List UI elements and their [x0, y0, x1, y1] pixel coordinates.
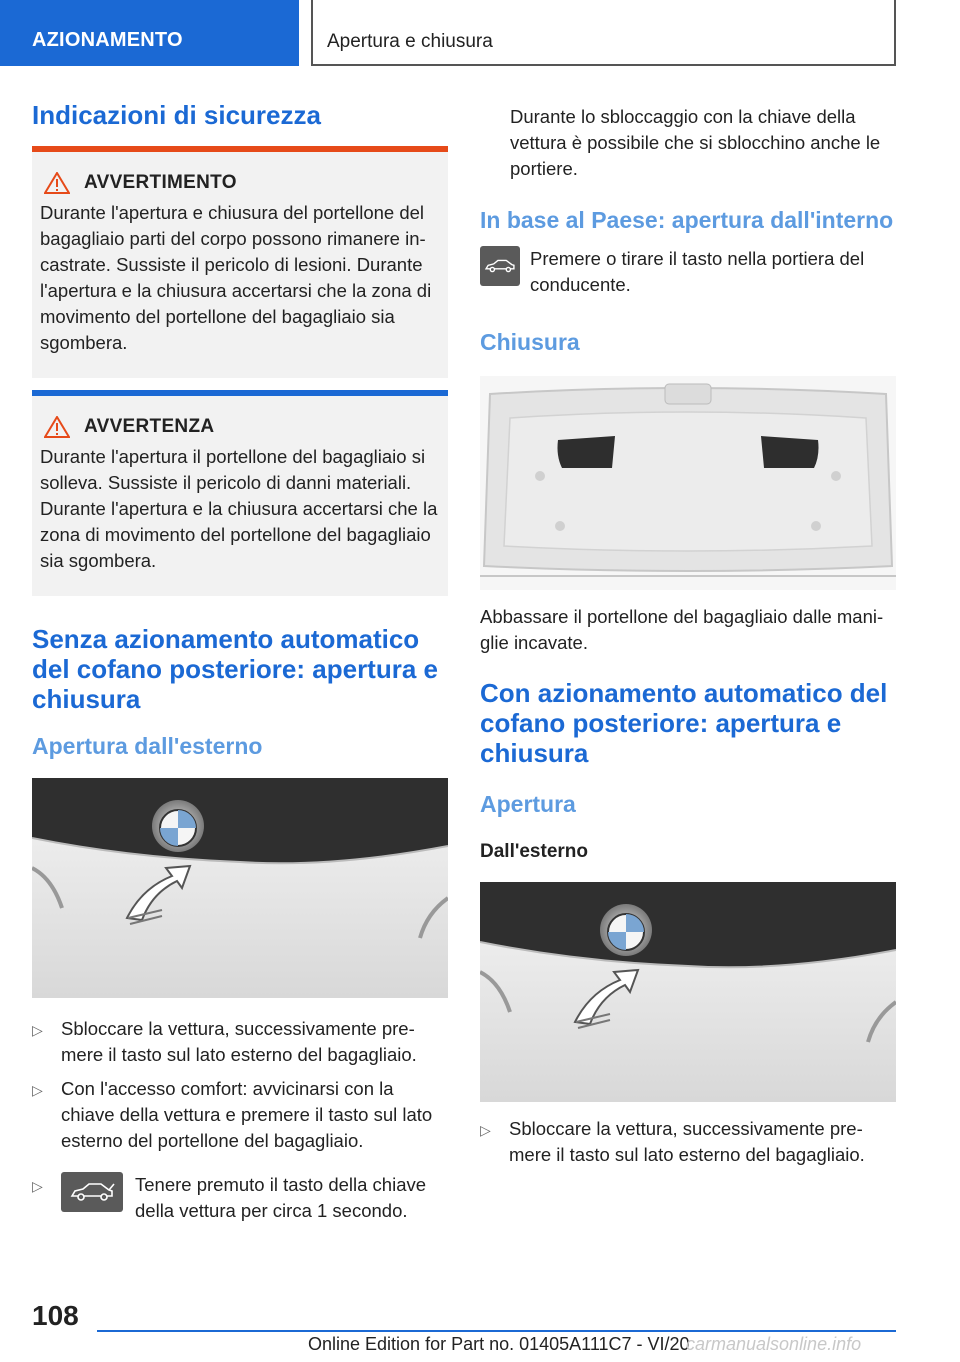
opening-heading: Apertura — [480, 791, 576, 817]
from-outside-subheading: Dall'esterno — [480, 841, 588, 862]
bullet-triangle-icon: ▷ — [32, 1022, 43, 1038]
automatic-operation-heading: Con azionamento automatico del cofano posteriore: apertura e chiusura — [480, 678, 888, 768]
warning-triangle-icon — [44, 416, 70, 438]
closing-text: Abbassare il portellone del bagagliaio dalle maniglie incavate. — [480, 606, 884, 653]
warning-triangle-icon — [44, 172, 70, 194]
list-item: ▷ Sbloccare la vettura, successivamente premere il tasto sul lato esterno del bagagliaio. — [480, 1116, 896, 1168]
warning-box-danger — [32, 146, 448, 378]
chapter-title: Apertura e chiusura — [311, 0, 896, 66]
page-number: 108 — [32, 1300, 79, 1331]
safety-heading: Indicazioni di sicurezza — [32, 100, 321, 130]
footer-divider — [97, 1330, 896, 1332]
trunk-button-photo — [32, 778, 448, 998]
bullet-triangle-icon: ▷ — [32, 1178, 43, 1194]
unlock-note: Durante lo sbloccaggio con la chiave della vettura è possibile che si sblocchino anche le portiere. — [510, 106, 881, 179]
left-column — [32, 100, 448, 1224]
list-item: ▷ Con l'accesso comfort: avvicinarsi con la chiave della vettura e premere il tasto sul lato esterno del portellone del bagagliaio. — [32, 1076, 448, 1154]
opening-outside-heading: Apertura dall'esterno — [32, 733, 263, 759]
warning-text: Durante l'apertura e chiusura del portellone del bagagliaio parti del corpo possono rimanere incastrate. Sussiste il pericolo di lesioni. Durante l'apertura e la chiusura accertarsi che la zona di movimento del portellone del bagagliaio sia sgombera. — [40, 202, 432, 353]
warning-box-notice — [32, 390, 448, 596]
notice-title: AVVERTENZA — [84, 416, 215, 437]
trunk-lid-photo — [480, 376, 896, 590]
page-header — [0, 0, 960, 66]
watermark: carmanualsonline.info — [686, 1334, 862, 1354]
section-tab: AZIONAMENTO — [0, 0, 299, 66]
notice-text: Durante l'apertura il portellone del bagagliaio si solleva. Sussiste il pericolo di danni materiali. Durante l'apertura e la chiusura accertarsi che la zona di movimento del portellone del bagagliaio sia sgombera. — [40, 446, 438, 571]
list-item: ▷ Tenere premuto il tasto della chiave della vettura per circa 1 secondo. — [32, 1172, 448, 1224]
closing-heading: Chiusura — [480, 329, 580, 355]
trunk-button-photo — [480, 882, 896, 1102]
car-trunk-icon — [61, 1172, 123, 1212]
edition-note: Online Edition for Part no. 01405A111C7 - VI/20 — [308, 1334, 690, 1354]
opening-inside-heading: In base al Paese: apertura dall'interno — [480, 207, 894, 233]
manual-operation-heading: Senza azionamento automatico del cofano posteriore: apertura e chiusura — [32, 624, 438, 714]
car-trunk-icon — [480, 246, 520, 286]
bullet-triangle-icon: ▷ — [32, 1082, 43, 1098]
bullet-triangle-icon: ▷ — [480, 1122, 491, 1138]
right-column — [480, 100, 896, 1168]
list-item: ▷ Sbloccare la vettura, successivamente premere il tasto sul lato esterno del bagagliaio. — [32, 1016, 448, 1068]
inside-instruction: Premere o tirare il tasto nella portiera del conducente. — [480, 246, 896, 298]
warning-title: AVVERTIMENTO — [84, 172, 237, 193]
